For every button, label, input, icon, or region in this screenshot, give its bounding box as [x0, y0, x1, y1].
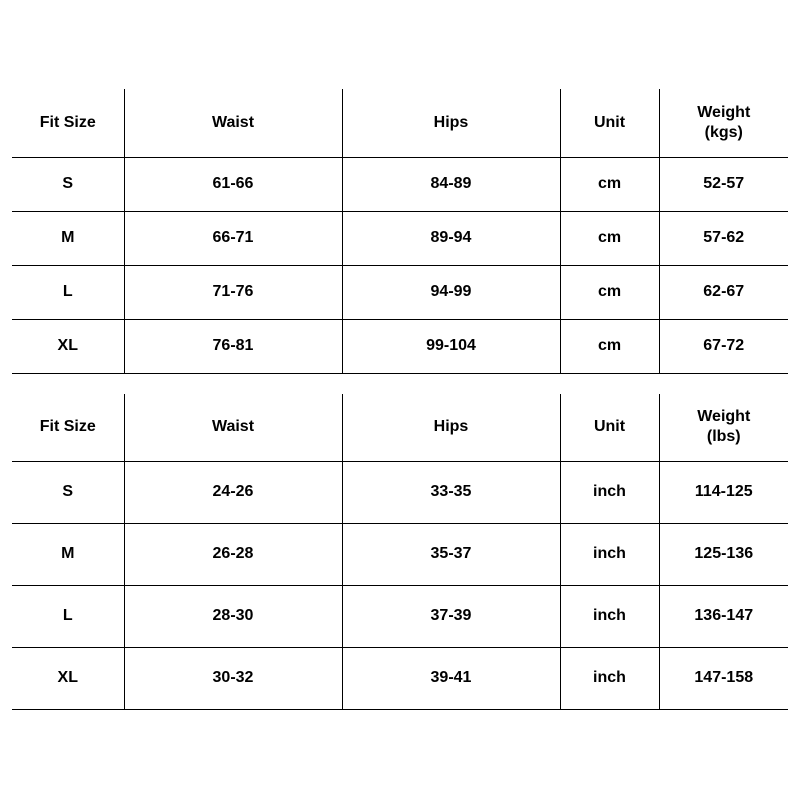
table-header-row	[12, 394, 788, 461]
cell-unit: inch	[560, 523, 659, 585]
header-unit: Unit	[560, 394, 659, 461]
table-row	[12, 211, 788, 265]
cell-waist: 24-26	[124, 461, 342, 523]
cell-unit: cm	[560, 265, 659, 319]
cell-waist: 26-28	[124, 523, 342, 585]
cell-waist: 61-66	[124, 157, 342, 211]
table-row	[12, 523, 788, 585]
header-weight-unit: (lbs)	[706, 428, 741, 446]
cell-weight: 57-62	[659, 211, 788, 265]
cell-unit: cm	[560, 157, 659, 211]
header-weight	[659, 394, 788, 461]
table-row	[12, 157, 788, 211]
header-hips: Hips	[342, 89, 560, 157]
cell-weight: 147-158	[659, 647, 788, 709]
cell-fit-size: XL	[12, 647, 124, 709]
cell-weight: 136-147	[659, 585, 788, 647]
header-waist: Waist	[124, 89, 342, 157]
table-row	[12, 585, 788, 647]
table-row	[12, 265, 788, 319]
cell-unit: cm	[560, 211, 659, 265]
cell-hips: 99-104	[342, 319, 560, 373]
header-waist: Waist	[124, 394, 342, 461]
size-chart-imperial-table	[12, 394, 788, 710]
cell-unit: inch	[560, 585, 659, 647]
cell-hips: 89-94	[342, 211, 560, 265]
header-weight-unit: (kgs)	[704, 123, 743, 141]
cell-waist: 30-32	[124, 647, 342, 709]
cell-waist: 28-30	[124, 585, 342, 647]
header-weight-label: Weight	[697, 103, 751, 121]
cell-hips: 33-35	[342, 461, 560, 523]
cell-fit-size: S	[12, 157, 124, 211]
cell-fit-size: S	[12, 461, 124, 523]
cell-waist: 71-76	[124, 265, 342, 319]
table-row	[12, 647, 788, 709]
cell-waist: 66-71	[124, 211, 342, 265]
cell-weight: 62-67	[659, 265, 788, 319]
size-chart-metric-table	[12, 89, 788, 374]
cell-fit-size: M	[12, 211, 124, 265]
cell-hips: 94-99	[342, 265, 560, 319]
cell-hips: 37-39	[342, 585, 560, 647]
header-fit-size: Fit Size	[12, 89, 124, 157]
cell-weight: 114-125	[659, 461, 788, 523]
cell-hips: 35-37	[342, 523, 560, 585]
table-row	[12, 319, 788, 373]
cell-fit-size: L	[12, 265, 124, 319]
cell-unit: inch	[560, 647, 659, 709]
cell-hips: 39-41	[342, 647, 560, 709]
cell-weight: 67-72	[659, 319, 788, 373]
table-header-row	[12, 89, 788, 157]
cell-unit: cm	[560, 319, 659, 373]
cell-unit: inch	[560, 461, 659, 523]
header-fit-size: Fit Size	[12, 394, 124, 461]
cell-weight: 125-136	[659, 523, 788, 585]
cell-hips: 84-89	[342, 157, 560, 211]
header-hips: Hips	[342, 394, 560, 461]
header-unit: Unit	[560, 89, 659, 157]
cell-waist: 76-81	[124, 319, 342, 373]
header-weight-label: Weight	[697, 408, 751, 426]
table-row	[12, 461, 788, 523]
header-weight	[659, 89, 788, 157]
cell-fit-size: L	[12, 585, 124, 647]
cell-fit-size: M	[12, 523, 124, 585]
cell-weight: 52-57	[659, 157, 788, 211]
cell-fit-size: XL	[12, 319, 124, 373]
